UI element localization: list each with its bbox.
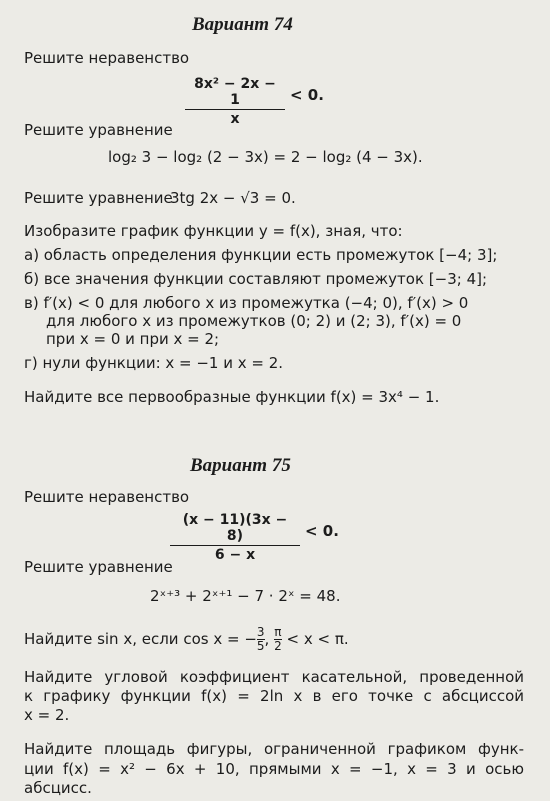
- variant-74-title: Вариант 74: [192, 14, 293, 35]
- fraction-numerator: π: [274, 625, 282, 639]
- v74-item-c-line3: при x = 0 и при x = 2;: [46, 330, 220, 348]
- fraction-denominator: 6 − x: [214, 547, 256, 563]
- v74-item-b: б) все значения функции составляют промежуток [−3; 4];: [24, 270, 488, 288]
- v75-task1-text: Решите неравенство: [24, 488, 190, 506]
- v74-inequality-rhs: < 0.: [290, 86, 324, 104]
- v75-fraction-pi-2: [274, 626, 282, 653]
- fraction-bar: [185, 109, 285, 110]
- v74-log-equation: log₂ 3 − log₂ (2 − 3x) = 2 − log₂ (4 − 3x).: [108, 148, 423, 166]
- v75-task3: [24, 626, 349, 653]
- v74-tg-equation: 3tg 2x − √3 = 0.: [170, 189, 296, 207]
- v74-task4-text: Изобразите график функции y = f(x), зная, что:: [24, 222, 403, 240]
- v74-task2-text: Решите уравнение: [24, 121, 173, 139]
- fraction-denominator: x: [230, 111, 240, 127]
- v75-task4-line1: Найдите угловой коэффициент касательной, проведенной: [24, 668, 524, 686]
- v75-inequality-rhs: < 0.: [305, 522, 339, 540]
- v74-task5-text: Найдите все первообразные функции f(x) = 3x⁴ − 1.: [24, 388, 440, 406]
- fraction-bar: [170, 545, 300, 546]
- fraction-numerator: 8x² − 2x − 1: [194, 76, 276, 108]
- v75-task3-suffix: < x < π.: [286, 630, 349, 648]
- v74-task1-text: Решите неравенство: [24, 49, 190, 67]
- v75-task4-line3: x = 2.: [24, 706, 70, 724]
- v74-item-d: г) нули функции: x = −1 и x = 2.: [24, 354, 284, 372]
- v75-task3-prefix: Найдите sin x, если cos x = −: [24, 630, 257, 648]
- fraction-numerator: (x − 11)(3x − 8): [182, 512, 288, 544]
- v75-task5-line1: Найдите площадь фигуры, ограниченной графиком функ-: [24, 740, 524, 758]
- v75-task5-line2: ции f(x) = x² − 6x + 10, прямыми x = −1, x = 3 и осью: [24, 760, 524, 778]
- v75-task3-comma: ,: [264, 630, 270, 648]
- fraction-denominator: 2: [274, 639, 282, 653]
- fraction-numerator: 3: [256, 625, 265, 639]
- v75-task4-line2: к графику функции f(x) = 2ln x в его точке с абсциссой: [24, 687, 524, 705]
- v74-item-c-line1: в) f′(x) < 0 для любого x из промежутка (−4; 0), f′(x) > 0: [24, 294, 469, 312]
- v75-fraction-3-5: [257, 626, 265, 653]
- v74-inequality-fraction: [185, 76, 285, 127]
- v74-item-a: а) область определения функции есть промежуток [−4; 3];: [24, 246, 498, 264]
- v74-item-c-line2: для любого x из промежутков (0; 2) и (2; 3), f′(x) = 0: [46, 312, 462, 330]
- v75-task5-line3: абсцисс.: [24, 779, 92, 797]
- variant-75-title: Вариант 75: [190, 455, 291, 476]
- v75-task2-text: Решите уравнение: [24, 558, 173, 576]
- v74-task3-text: Решите уравнение: [24, 189, 173, 207]
- v75-inequality-fraction: [170, 512, 300, 563]
- fraction-denominator: 5: [256, 639, 265, 653]
- v75-exp-equation: 2ˣ⁺³ + 2ˣ⁺¹ − 7 · 2ˣ = 48.: [150, 587, 341, 605]
